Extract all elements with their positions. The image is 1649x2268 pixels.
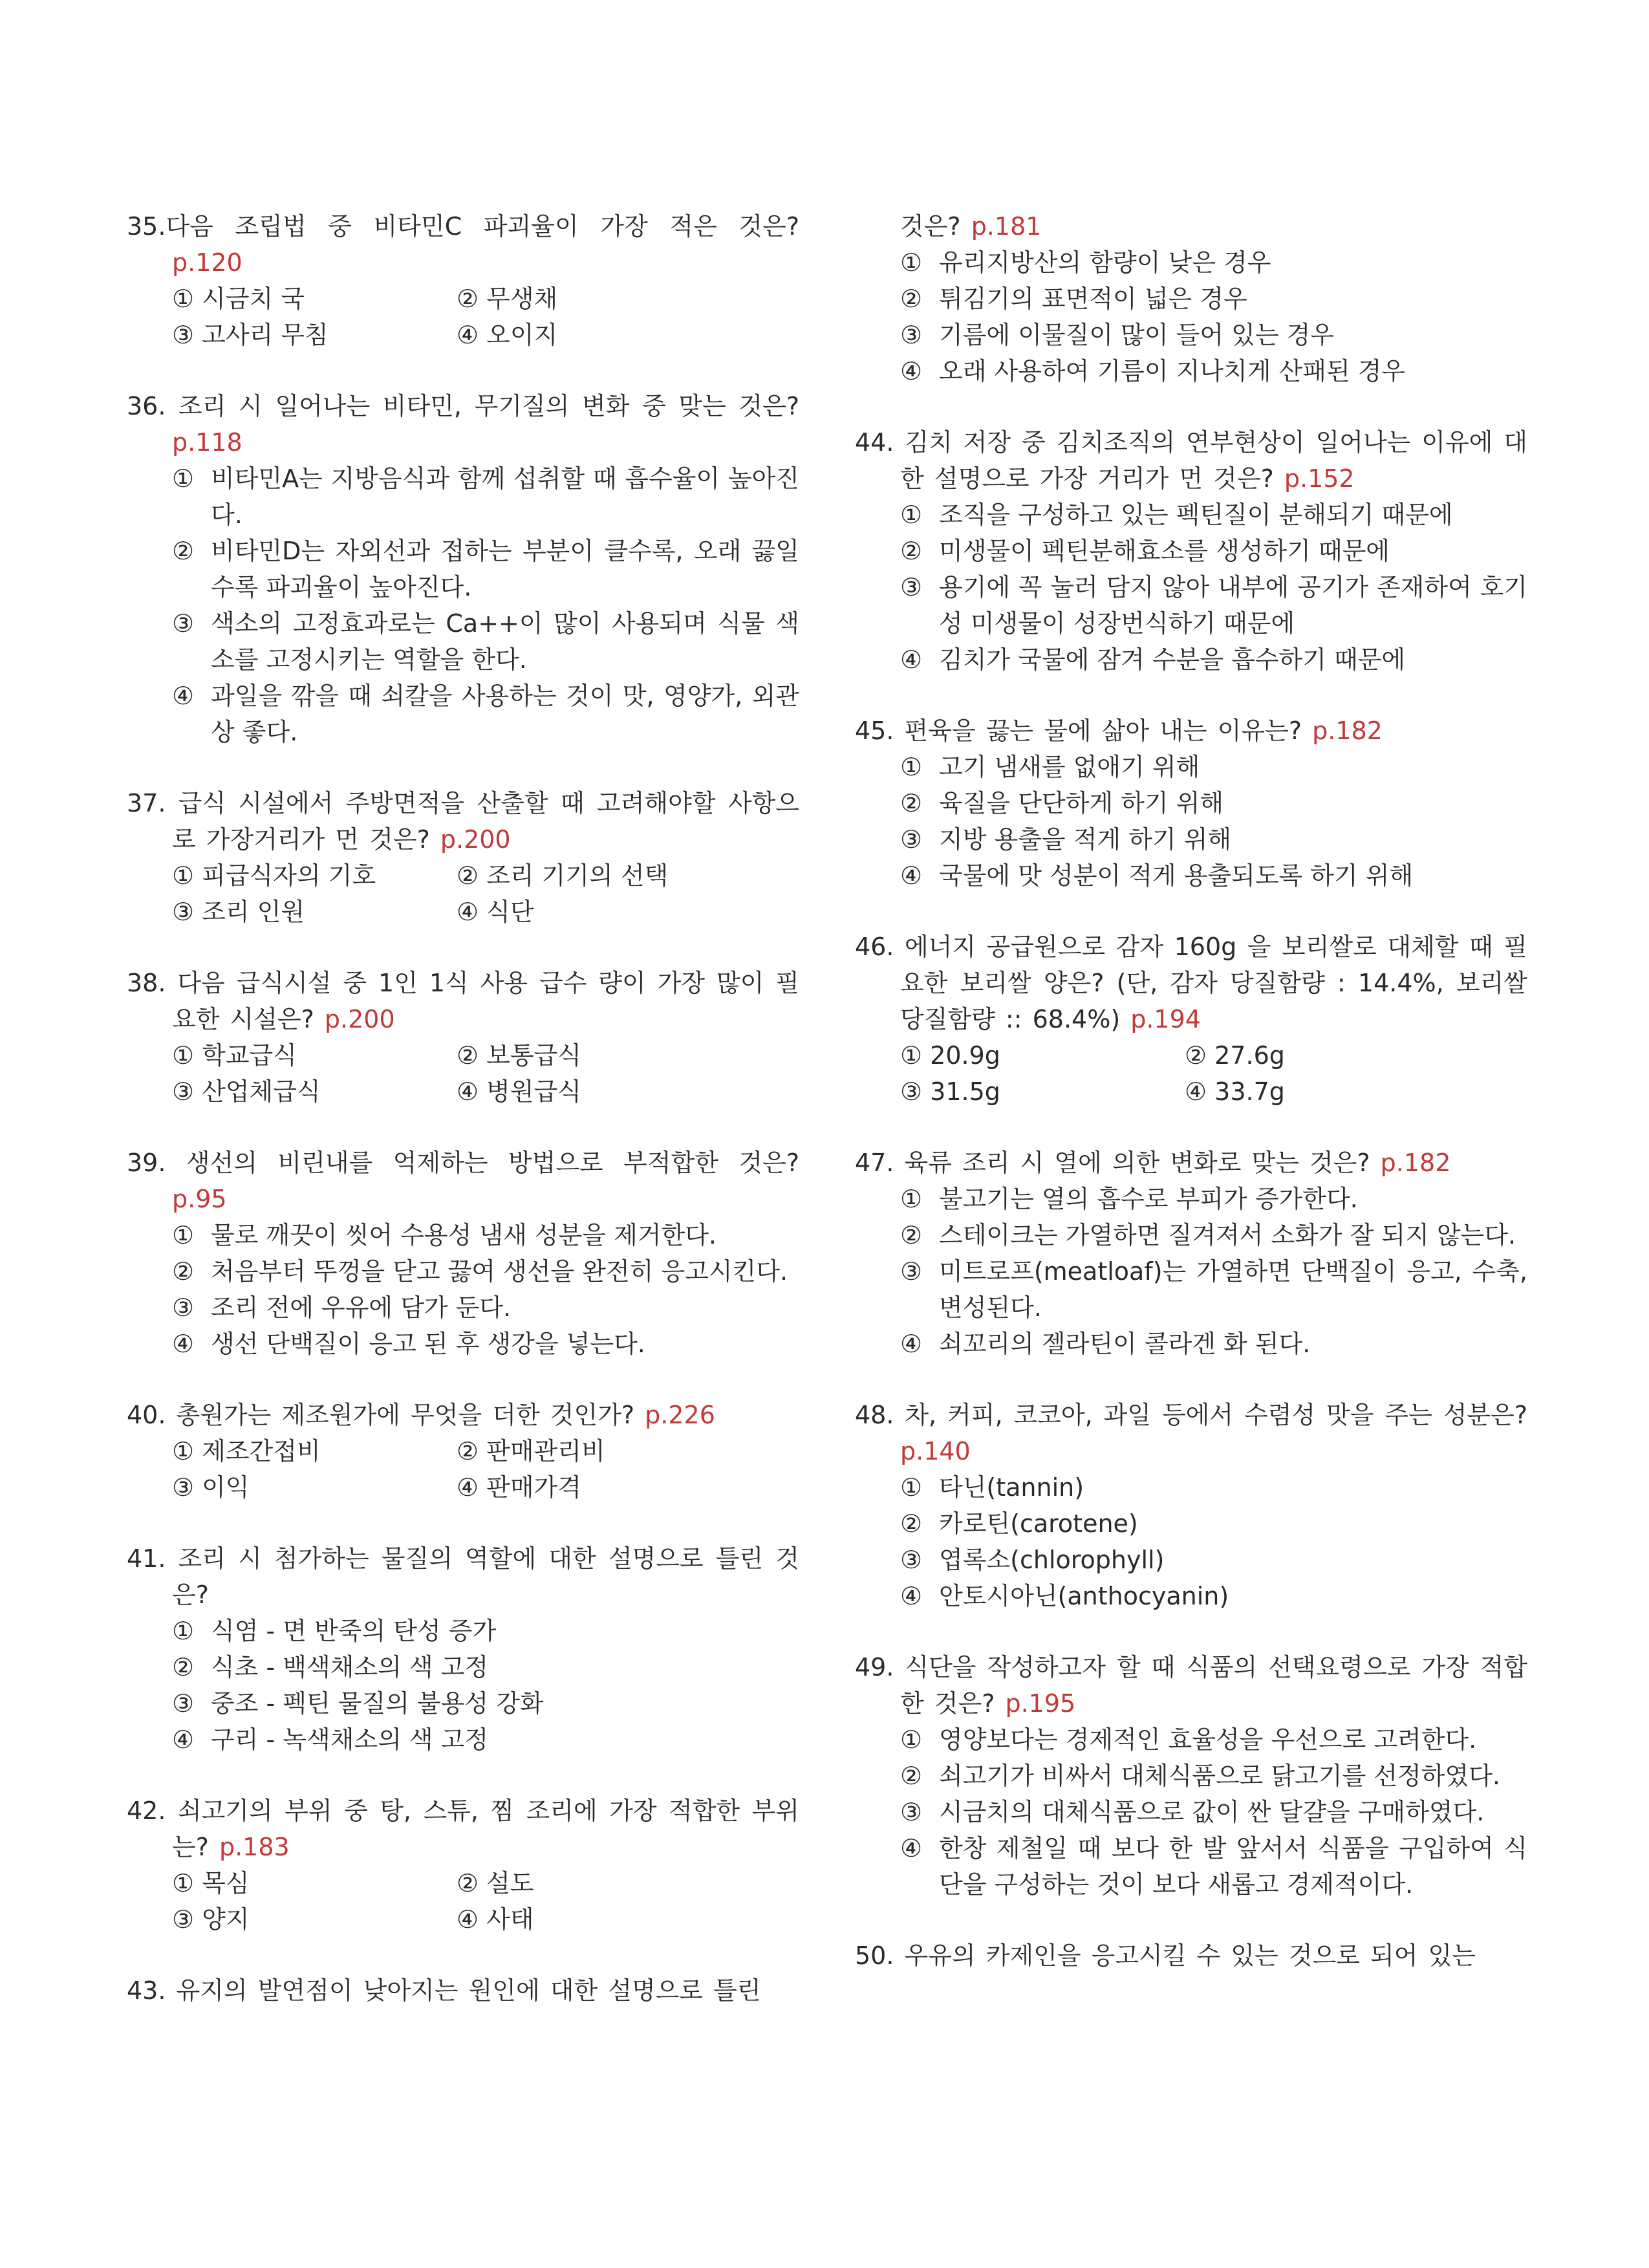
page-reference: p.200 [324,1005,395,1033]
option-3: ③ 고사리 무침 [172,321,329,349]
option-3: ③ 31.5g [900,1077,1000,1106]
options [172,1613,799,1758]
option-3: ③ 양지 [172,1905,250,1934]
option-3: ③ 용기에 꼭 눌러 담지 않아 내부에 공기가 존재하여 호기성 미생물이 성장번식하기 때문에 [900,573,1527,638]
option-3: ③ 중조 - 펙틴 물질의 불용성 강화 [172,1689,544,1718]
question-43 [127,1972,799,2009]
option-4: ④ 국물에 맛 성분이 적게 용출되도록 하기 위해 [900,861,1414,890]
option-1: ① 비타민A는 지방음식과 함께 섭취할 때 흡수율이 높아진다. [172,464,799,529]
options [900,497,1527,678]
question-stem: 43. 유지의 발연점이 낮아지는 원인에 대한 설명으로 틀린 [127,1976,761,2005]
option-2: ② 쇠고기가 비싸서 대체식품으로 닭고기를 선정하였다. [900,1762,1500,1790]
question-stem: 44. 김치 저장 중 김치조직의 연부현상이 일어나는 이유에 대한 설명으로 가장 거리가 먼 것은? p.152 [855,428,1527,493]
question-47 [855,1145,1527,1362]
option-1: ① 목심 [172,1869,250,1897]
options [172,1433,799,1506]
option-4: ④ 오래 사용하여 기름이 지나치게 산패된 경우 [900,357,1406,385]
option-3: ③ 엽록소(chlorophyll) [900,1546,1165,1574]
option-1: ① 고기 냄새를 없애기 위해 [900,753,1200,781]
options [900,1469,1527,1614]
left-column [127,208,799,2009]
page-reference: p.120 [172,248,242,277]
option-3: ③ 조리 인원 [172,898,305,926]
question-stem: 것은? p.181 [900,212,1042,241]
option-4: ④ 김치가 국물에 잠겨 수분을 흡수하기 때문에 [900,645,1406,674]
option-2: ② 스테이크는 가열하면 질겨져서 소화가 잘 되지 않는다. [900,1221,1516,1249]
page-reference: p.183 [219,1833,290,1861]
question-45 [855,713,1527,894]
option-2: ② 비타민D는 자외선과 접하는 부분이 클수록, 오래 끓일수록 파괴율이 높아진다. [172,537,799,601]
option-3: ③ 색소의 고정효과로는 Ca++이 많이 사용되며 식물 색소를 고정시키는 역할을 한다. [172,609,799,674]
page-reference: p.194 [1130,1005,1201,1033]
option-2: ② 육질을 단단하게 하기 위해 [900,789,1224,817]
option-2: ② 튀김기의 표면적이 넓은 경우 [900,285,1247,313]
page-reference: p.140 [900,1437,971,1465]
options [172,281,799,353]
question-stem: 45. 편육을 끓는 물에 삶아 내는 이유는? p.182 [855,717,1383,745]
page-reference: p.95 [172,1185,227,1213]
option-1: ① 피급식자의 기호 [172,861,376,890]
option-2: ② 미생물이 펙틴분해효소를 생성하기 때문에 [900,537,1390,565]
option-2: ② 무생채 [457,285,558,313]
page-reference: p.182 [1380,1149,1451,1177]
question-stem: 47. 육류 조리 시 열에 의한 변화로 맞는 것은? p.182 [855,1149,1451,1177]
options [900,1037,1527,1110]
question-44 [855,424,1527,678]
question-stem: 36. 조리 시 일어나는 비타민, 무기질의 변화 중 맞는 것은? p.118 [127,392,799,457]
question-stem: 42. 쇠고기의 부위 중 탕, 스튜, 찜 조리에 가장 적합한 부위는? p.183 [127,1797,799,1861]
option-1: ① 타닌(tannin) [900,1473,1084,1502]
option-3: ③ 지방 용출을 적게 하기 위해 [900,825,1232,854]
question-41 [127,1540,799,1758]
option-4: ④ 식단 [457,898,534,926]
option-3: ③ 산업체급식 [172,1077,321,1106]
option-4: ④ 한창 제철일 때 보다 한 발 앞서서 식품을 구입하여 식단을 구성하는 것이 보다 새롭고 경제적이다. [900,1834,1527,1899]
question-46 [855,929,1527,1110]
option-4: ④ 사태 [457,1905,534,1934]
option-1: ① 유리지방산의 함량이 낮은 경우 [900,248,1271,277]
question-stem: 40. 총원가는 제조원가에 무엇을 더한 것인가? p.226 [127,1401,715,1429]
question-36 [127,388,799,750]
options [172,1217,799,1362]
question-48 [855,1397,1527,1614]
question-42 [127,1793,799,1938]
question-stem: 37. 급식 시설에서 주방면적을 산출할 때 고려해야할 사항으로 가장거리가 먼 것은? p.200 [127,789,799,854]
right-column [855,208,1527,1974]
options [172,858,799,930]
question-stem: 49. 식단을 작성하고자 할 때 식품의 선택요령으로 가장 적합한 것은? p.195 [855,1653,1527,1718]
question-39 [127,1145,799,1362]
option-2: ② 설도 [457,1869,534,1897]
page-reference: p.195 [1005,1689,1076,1718]
question-35 [127,208,799,353]
page-reference: p.182 [1312,717,1383,745]
option-1: ① 조직을 구성하고 있는 펙틴질이 분해되기 때문에 [900,501,1453,529]
option-3: ③ 미트로프(meatloaf)는 가열하면 단백질이 응고, 수축, 변성된다. [900,1257,1527,1322]
question-stem: 50. 우유의 카제인을 응고시킬 수 있는 것으로 되어 있는 [855,1941,1476,1970]
option-1: ① 20.9g [900,1041,1000,1070]
question-43-continued [855,208,1527,389]
question-stem: 46. 에너지 공급원으로 감자 160g 을 보리쌀로 대체할 때 필요한 보리쌀 양은? (단, 감자 당질함량 : 14.4%, 보리쌀 당질함량 :: 68.4%) p.194 [855,933,1527,1033]
option-4: ④ 구리 - 녹색채소의 색 고정 [172,1725,489,1754]
options [172,1037,799,1110]
option-3: ③ 시금치의 대체식품으로 값이 싼 달걀을 구매하였다. [900,1798,1485,1826]
question-stem: 39. 생선의 비린내를 억제하는 방법으로 부적합한 것은? p.95 [127,1149,799,1213]
option-2: ② 카로틴(carotene) [900,1509,1138,1538]
option-4: ④ 판매가격 [457,1473,581,1502]
option-2: ② 식초 - 백색채소의 색 고정 [172,1653,489,1681]
question-40 [127,1397,799,1506]
option-2: ② 판매관리비 [457,1437,605,1465]
question-38 [127,965,799,1110]
option-1: ① 물로 깨끗이 씻어 수용성 냄새 성분을 제거한다. [172,1221,717,1249]
option-1: ① 제조간접비 [172,1437,321,1465]
question-37 [127,785,799,930]
options [900,1181,1527,1362]
options [172,460,799,750]
options [900,244,1527,389]
options [900,1722,1527,1903]
option-1: ① 식염 - 면 반죽의 탄성 증가 [172,1617,497,1645]
page-reference: p.152 [1284,464,1355,493]
options [900,749,1527,894]
option-4: ④ 안토시아닌(anthocyanin) [900,1582,1229,1610]
option-3: ③ 기름에 이물질이 많이 들어 있는 경우 [900,321,1335,349]
question-stem: 41. 조리 시 첨가하는 물질의 역할에 대한 설명으로 틀린 것은? [127,1544,799,1609]
page-reference: p.226 [645,1401,715,1429]
question-stem: 48. 차, 커피, 코코아, 과일 등에서 수렴성 맛을 주는 성분은? p.140 [855,1401,1527,1465]
option-2: ② 처음부터 뚜껑을 닫고 끓여 생선을 완전히 응고시킨다. [172,1257,788,1286]
option-4: ④ 33.7g [1185,1077,1285,1106]
option-1: ① 학교급식 [172,1041,297,1070]
option-4: ④ 오이지 [457,321,558,349]
option-2: ② 조리 기기의 선택 [457,861,669,890]
question-stem: 38. 다음 급식시설 중 1인 1식 사용 급수 량이 가장 많이 필요한 시설은? p.200 [127,969,799,1033]
page-reference: p.200 [440,825,511,854]
option-3: ③ 이익 [172,1473,250,1502]
options [172,1865,799,1938]
option-4: ④ 병원급식 [457,1077,581,1106]
option-1: ① 시금치 국 [172,285,305,313]
page-reference: p.181 [971,212,1042,241]
option-4: ④ 쇠꼬리의 젤라틴이 콜라겐 화 된다. [900,1330,1311,1358]
option-1: ① 영양보다는 경제적인 효율성을 우선으로 고려한다. [900,1725,1477,1754]
option-4: ④ 과일을 깎을 때 쇠칼을 사용하는 것이 맛, 영양가, 외관상 좋다. [172,682,799,746]
page-reference: p.118 [172,428,242,457]
question-stem: 35.다음 조립법 중 비타민C 파괴율이 가장 적은 것은? p.120 [127,212,799,277]
question-50 [855,1938,1527,1974]
option-1: ① 불고기는 열의 흡수로 부피가 증가한다. [900,1185,1358,1213]
option-2: ② 27.6g [1185,1041,1285,1070]
option-2: ② 보통급식 [457,1041,581,1070]
option-3: ③ 조리 전에 우유에 담가 둔다. [172,1293,512,1322]
question-49 [855,1649,1527,1903]
option-4: ④ 생선 단백질이 응고 된 후 생강을 넣는다. [172,1330,645,1358]
